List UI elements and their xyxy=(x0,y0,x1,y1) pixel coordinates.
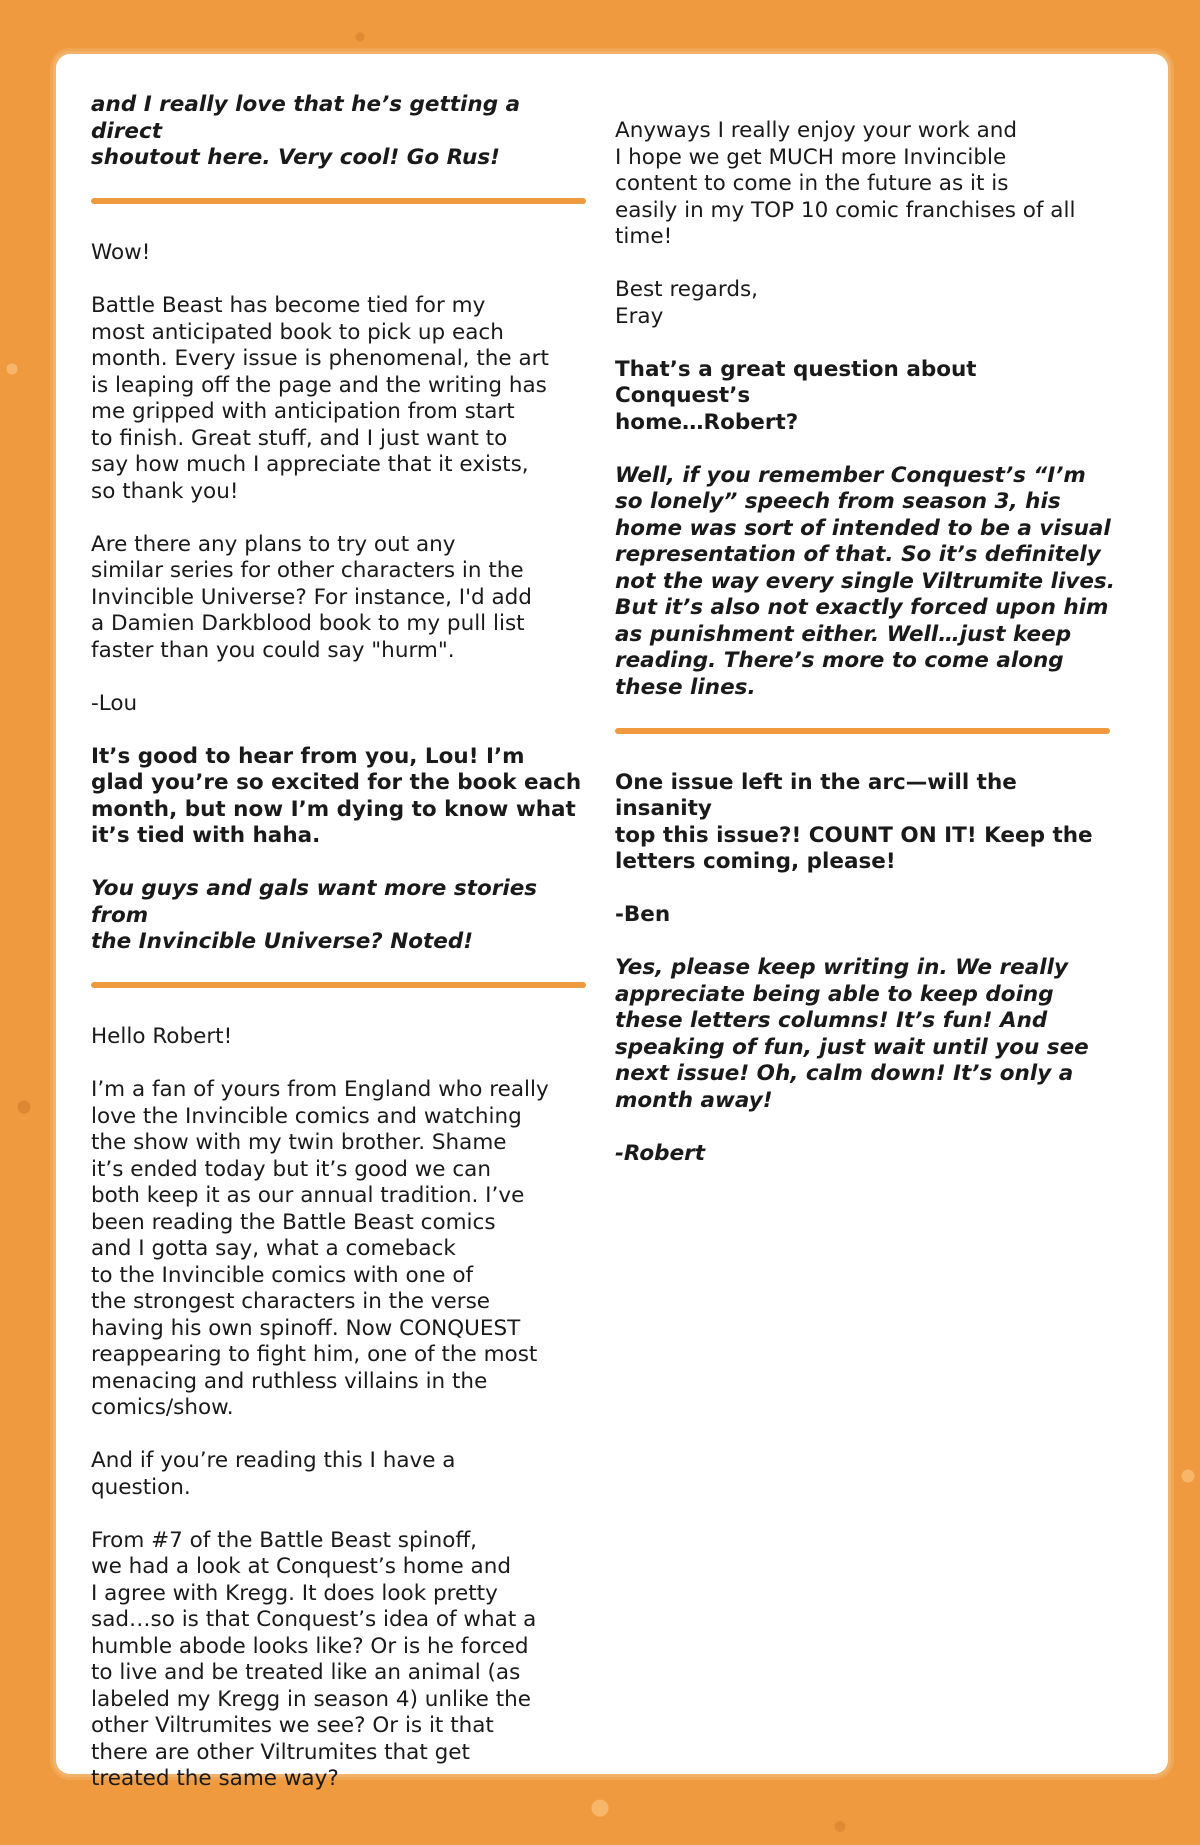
letter-paragraph: Are there any plans to try out any similar series for other characters in the Invincible Universe? For instance, I'd add a Damien Darkblood book to my pull list faster than you could say "hurm". xyxy=(91,531,532,663)
editor-closing-italic: Yes, please keep writing in. We really appreciate being able to keep doing these letters columns! It’s fun! And speaking of fun, just wait until you see next issue! Oh, calm down! It’s only a month away! xyxy=(615,955,1089,1113)
letter-reply-ending: and I really love that he’s getting a direct shoutout here. Very cool! Go Rus! xyxy=(91,92,521,170)
editor-reply-italic: You guys and gals want more stories from the Invincible Universe? Noted! xyxy=(91,876,538,954)
left-column xyxy=(91,92,596,1819)
section-divider xyxy=(91,198,586,204)
editor-signature: -Ben xyxy=(615,902,671,927)
letter-signature: -Lou xyxy=(91,690,138,716)
letter-paragraph: Battle Beast has become tied for my most anticipated book to pick up each month. Every issue is phenomenal, the art is leaping off the page and the writing has me gripped with anticipation from start to finish. Great stuff, and I just want to say how much I appreciate that it exists, so thank you! xyxy=(91,293,549,504)
editor-reply-italic: Well, if you remember Conquest’s “I’m so lonely” speech from season 3, his home was sort of intended to be a visual representation of that. So it’s definitely not the way every single Viltrumite lives. But it’s also not exactly forced upon him as punishment either. Well…just keep reading. There’s more to come along these lines. xyxy=(615,462,1115,700)
letter-paragraph: And if you’re reading this I have a question. xyxy=(91,1448,456,1500)
editor-reply: That’s a great question about Conquest’s home…Robert? xyxy=(615,356,977,435)
letter-paragraph: Anyways I really enjoy your work and I hope we get MUCH more Invincible content to come in the future as it is easily in my TOP 10 comic franchises of all time! xyxy=(615,118,1076,249)
editor-closing: One issue left in the arc—will the insanity top this issue?! COUNT ON IT! Keep the letters coming, please! xyxy=(615,769,1093,874)
editor-signature: -Robert xyxy=(615,1140,706,1166)
letter-greeting: Hello Robert! xyxy=(91,1024,233,1049)
editor-reply: It’s good to hear from you, Lou! I’m glad you’re so excited for the book each month, but now I’m dying to know what it’s tied with haha. xyxy=(91,743,582,848)
section-divider xyxy=(615,728,1110,734)
letter-greeting: Wow! xyxy=(91,240,151,265)
right-column xyxy=(615,118,1115,1194)
letter-paragraph: I’m a fan of yours from England who really love the Invincible comics and watching the show with my twin brother. Shame it’s ended today but it’s good we can both keep it as our annual tradition. I’ve been reading the Battle Beast comics and I gotta say, what a comeback to the Invincible comics with one of the strongest characters in the verse having his own spinoff. Now CONQUEST reappearing to fight him, one of the most menacing and ruthless villains in the comics/show. xyxy=(91,1077,549,1420)
letter-signature: Best regards, Eray xyxy=(615,277,759,329)
letter-paragraph: From #7 of the Battle Beast spinoff, we had a look at Conquest’s home and I agree with Kregg. It does look pretty sad…so is that Conquest’s idea of what a humble abode looks like? Or is he forced to live and be treated like an animal (as labeled my Kregg in season 4) unlike the other Viltrumites we see? Or is it that there are other Viltrumites that get treated the same way? xyxy=(91,1527,537,1791)
section-divider xyxy=(91,982,586,988)
